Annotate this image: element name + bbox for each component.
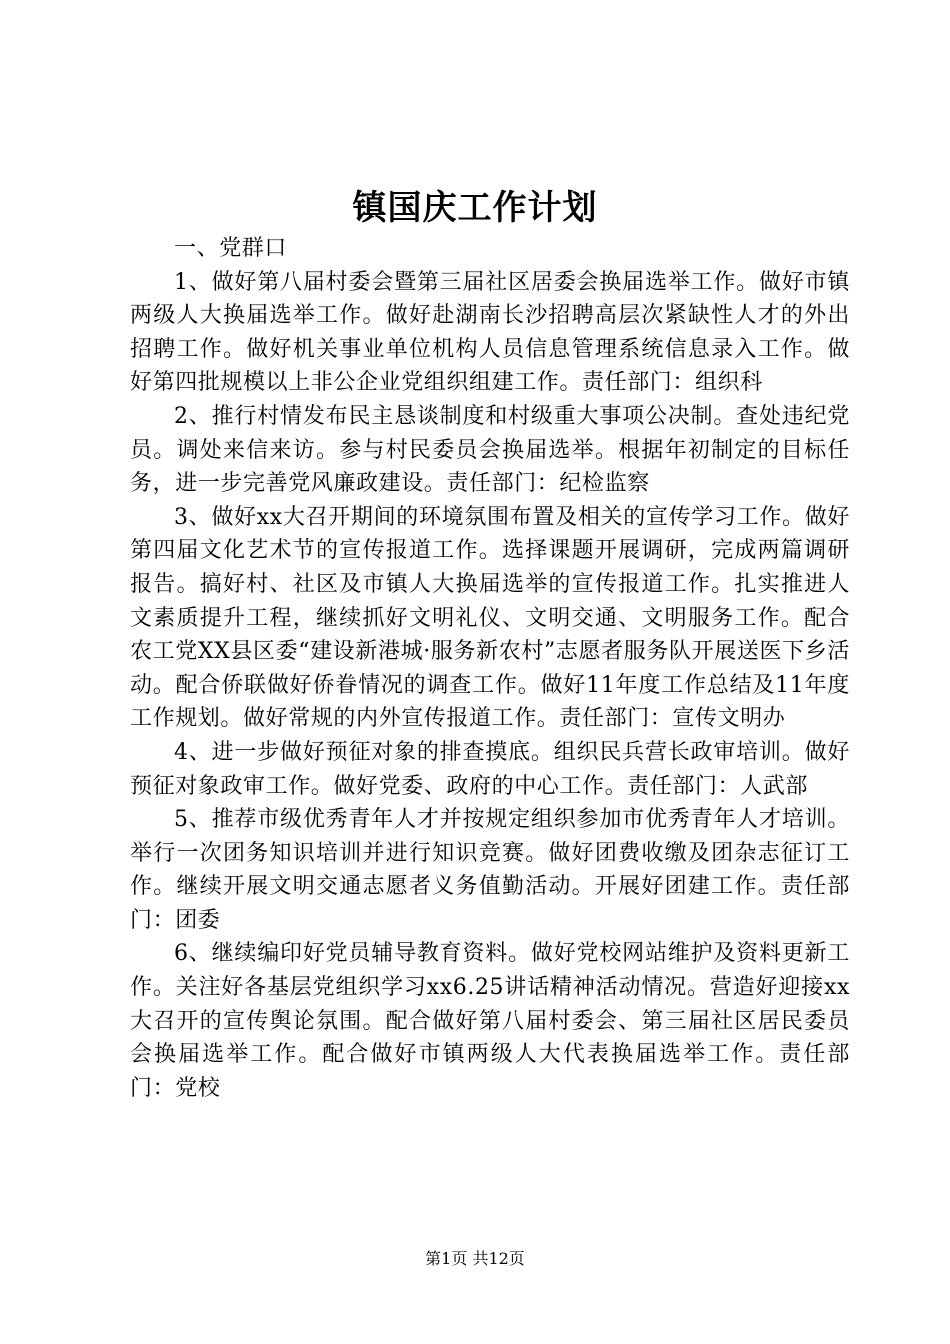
section-heading: 一、党群口 bbox=[174, 236, 288, 261]
document-body bbox=[130, 232, 850, 1105]
paragraph-3: 3、做好xx大召开期间的环境氛围布置及相关的宣传学习工作。做好第四届文化艺术节的宣传报道工作。选择课题开展调研，完成两篇调研报告。搞好村、社区及市镇人大换届选举的宣传报道工作。扎实推进人文素质提升工程，继续抓好文明礼仪、文明交通、文明服务工作。配合农工党XX县区委“建设新港城·服务新农村”志愿者服务队开展送医下乡活动。配合侨联做好侨眷情况的调查工作。做好11年度工作总结及11年度工作规划。做好常规的内外宣传报道工作。责任部门：宣传文明办 bbox=[130, 504, 850, 732]
paragraph-2: 2、推行村情发布民主恳谈制度和村级重大事项公决制。查处违纪党员。调处来信来访。参与村民委员会换届选举。根据年初制定的目标任务，进一步完善党风廉政建设。责任部门：纪检监察 bbox=[130, 403, 850, 497]
document-title: 镇国庆工作计划 bbox=[352, 188, 598, 228]
paragraph-4: 4、进一步做好预征对象的排查摸底。组织民兵营长政审培训。做好预征对象政审工作。做好党委、政府的中心工作。责任部门：人武部 bbox=[130, 739, 850, 799]
paragraph-1: 1、做好第八届村委会暨第三届社区居委会换届选举工作。做好市镇两级人大换届选举工作。做好赴湖南长沙招聘高层次紧缺性人才的外出招聘工作。做好机关事业单位机构人员信息管理系统信息录入工作。做好第四批规模以上非公企业党组织组建工作。责任部门：组织科 bbox=[130, 269, 850, 396]
paragraph-5: 5、推荐市级优秀青年人才并按规定组织参加市优秀青年人才培训。举行一次团务知识培训并进行知识竞赛。做好团费收缴及团杂志征订工作。继续开展文明交通志愿者义务值勤活动。开展好团建工作。责任部门：团委 bbox=[130, 807, 850, 933]
page-footer: 第1页 共12页 bbox=[425, 1249, 525, 1268]
paragraph-6: 6、继续编印好党员辅导教育资料。做好党校网站维护及资料更新工作。关注好各基层党组织学习xx6.25讲话精神活动情况。营造好迎接xx大召开的宣传舆论氛围。配合做好第八届村委会、第三届社区居民委员会换届选举工作。配合做好市镇两级人大代表换届选举工作。责任部门：党校 bbox=[130, 941, 850, 1101]
